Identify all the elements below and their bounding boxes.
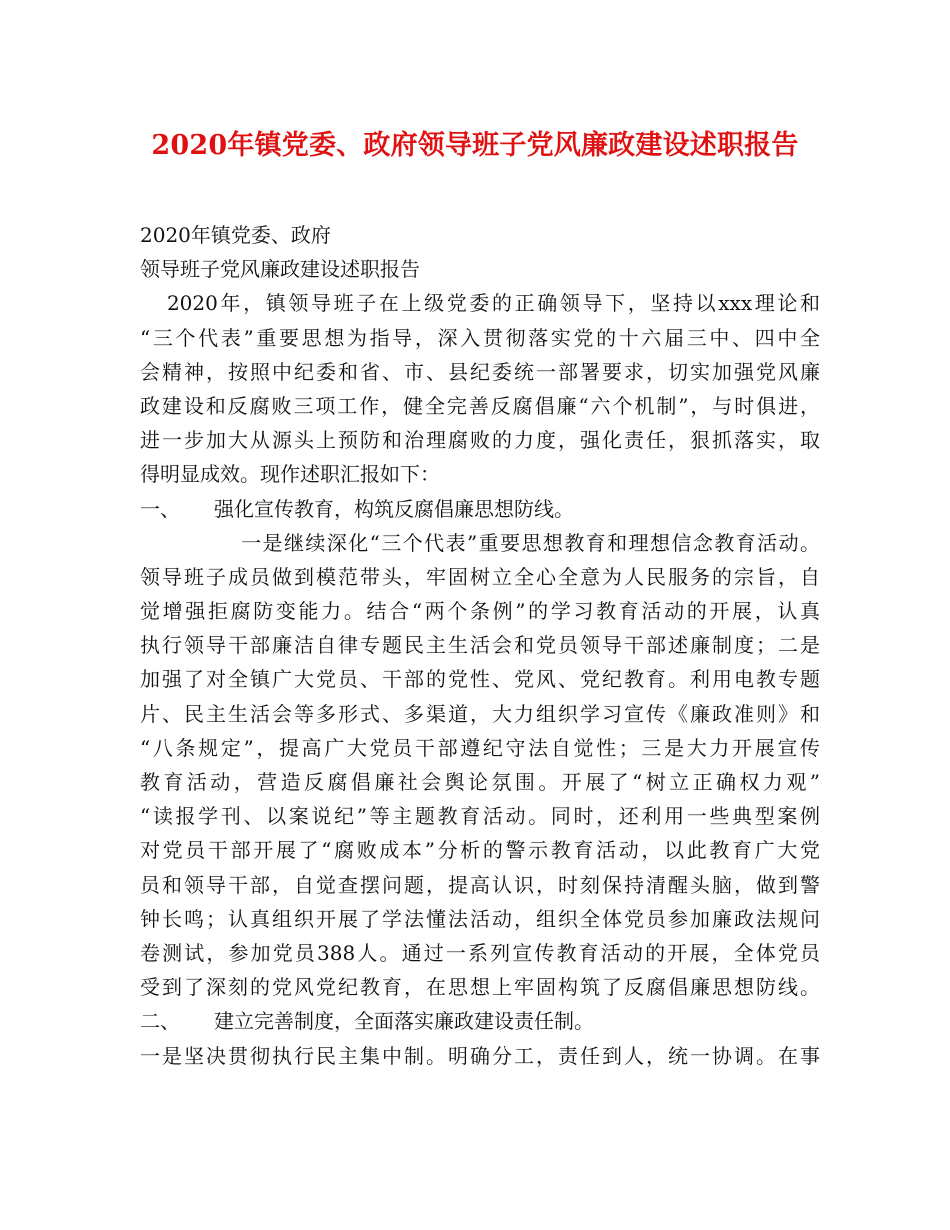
body-line-text: 政建设和反腐败三项工作，健全完善反腐倡廉“六个机制”，与时俱进， xyxy=(140,393,820,418)
body-line-text: 进一步加大从源头上预防和治理腐败的力度，强化责任，狠抓落实，取 xyxy=(140,428,820,453)
body-line-text: “读报学刊、以案说纪”等主题教育活动。同时，还利用一些典型案例 xyxy=(140,804,820,829)
body-line xyxy=(140,560,820,594)
section-number: 一、 xyxy=(140,496,180,521)
section-heading: 建立完善制度，全面落实廉政建设责任制。 xyxy=(214,1009,594,1034)
body-line xyxy=(140,697,820,731)
body-line xyxy=(140,833,820,867)
body-line-text: 得明显成效。现作述职汇报如下： xyxy=(140,462,440,487)
body-line xyxy=(140,628,820,662)
body-line xyxy=(140,389,820,423)
body-line-text: 执行领导干部廉洁自律专题民主生活会和党员领导干部述廉制度；二是 xyxy=(140,633,820,658)
body-line xyxy=(140,423,820,457)
body-line xyxy=(140,355,820,389)
section-number: 二、 xyxy=(140,1009,180,1034)
body-line-text: “三个代表”重要思想为指导，深入贯彻落实党的十六届三中、四中全 xyxy=(140,325,820,350)
body-line-text: 会精神，按照中纪委和省、市、县纪委统一部署要求，切实加强党风廉 xyxy=(140,359,820,384)
body-line-text: 片、民主生活会等多形式、多渠道，大力组织学习宣传《廉政准则》和 xyxy=(140,701,820,726)
body-line xyxy=(140,765,820,799)
body-line xyxy=(140,970,820,1004)
body-line xyxy=(140,286,820,320)
body-line-text: 教育活动，营造反腐倡廉社会舆论氛围。开展了“树立正确权力观” xyxy=(140,770,820,794)
body-line-text: 一是继续深化“三个代表”重要思想教育和理想信念教育活动。 xyxy=(140,530,820,555)
body-line-text: 领导班子党风廉政建设述职报告 xyxy=(140,257,420,282)
body-line xyxy=(140,731,820,765)
body-line xyxy=(140,218,820,252)
body-line-text: 一是坚决贯彻执行民主集中制。明确分工，责任到人，统一协调。在事 xyxy=(140,1043,820,1068)
document-title: 2020年镇党委、政府领导班子党风廉政建设述职报告 xyxy=(151,130,799,161)
body-line-text: 卷测试，参加党员388人。通过一系列宣传教育活动的开展，全体党员 xyxy=(140,940,820,965)
body-line xyxy=(140,662,820,696)
document-body xyxy=(140,218,820,1073)
body-line xyxy=(140,902,820,936)
body-line-text: 员和领导干部，自觉查摆问题，提高认识，时刻保持清醒头脑，做到警 xyxy=(140,872,820,897)
body-line xyxy=(140,1004,820,1038)
body-line-text: 受到了深刻的党风党纪教育，在思想上牢固构筑了反腐倡廉思想防线。 xyxy=(140,975,820,1000)
body-line xyxy=(140,799,820,833)
body-line-text: 觉增强拒腐防变能力。结合“两个条例”的学习教育活动的开展，认真 xyxy=(140,599,820,624)
body-line xyxy=(140,526,820,560)
body-line-text: 2020年镇党委、政府 xyxy=(140,223,331,247)
body-line xyxy=(140,936,820,970)
body-line xyxy=(140,1039,820,1073)
body-line xyxy=(140,594,820,628)
body-line-text: 2020年，镇领导班子在上级党委的正确领导下，坚持以xxx理论和 xyxy=(140,291,820,316)
body-line-text: 领导班子成员做到模范带头，牢固树立全心全意为人民服务的宗旨，自 xyxy=(140,564,820,589)
body-line-text: “八条规定”，提高广大党员干部遵纪守法自觉性；三是大力开展宣传 xyxy=(140,735,820,760)
body-line-text: 钟长鸣；认真组织开展了学法懂法活动，组织全体党员参加廉政法规问 xyxy=(140,906,820,931)
body-line xyxy=(140,492,820,526)
body-line xyxy=(140,252,820,286)
body-line xyxy=(140,868,820,902)
body-line xyxy=(140,457,820,491)
body-line-text: 加强了对全镇广大党员、干部的党性、党风、党纪教育。利用电教专题 xyxy=(140,667,820,692)
section-heading: 强化宣传教育，构筑反腐倡廉思想防线。 xyxy=(214,496,574,521)
body-line xyxy=(140,321,820,355)
body-line-text: 对党员干部开展了“腐败成本”分析的警示教育活动，以此教育广大党 xyxy=(140,838,820,863)
